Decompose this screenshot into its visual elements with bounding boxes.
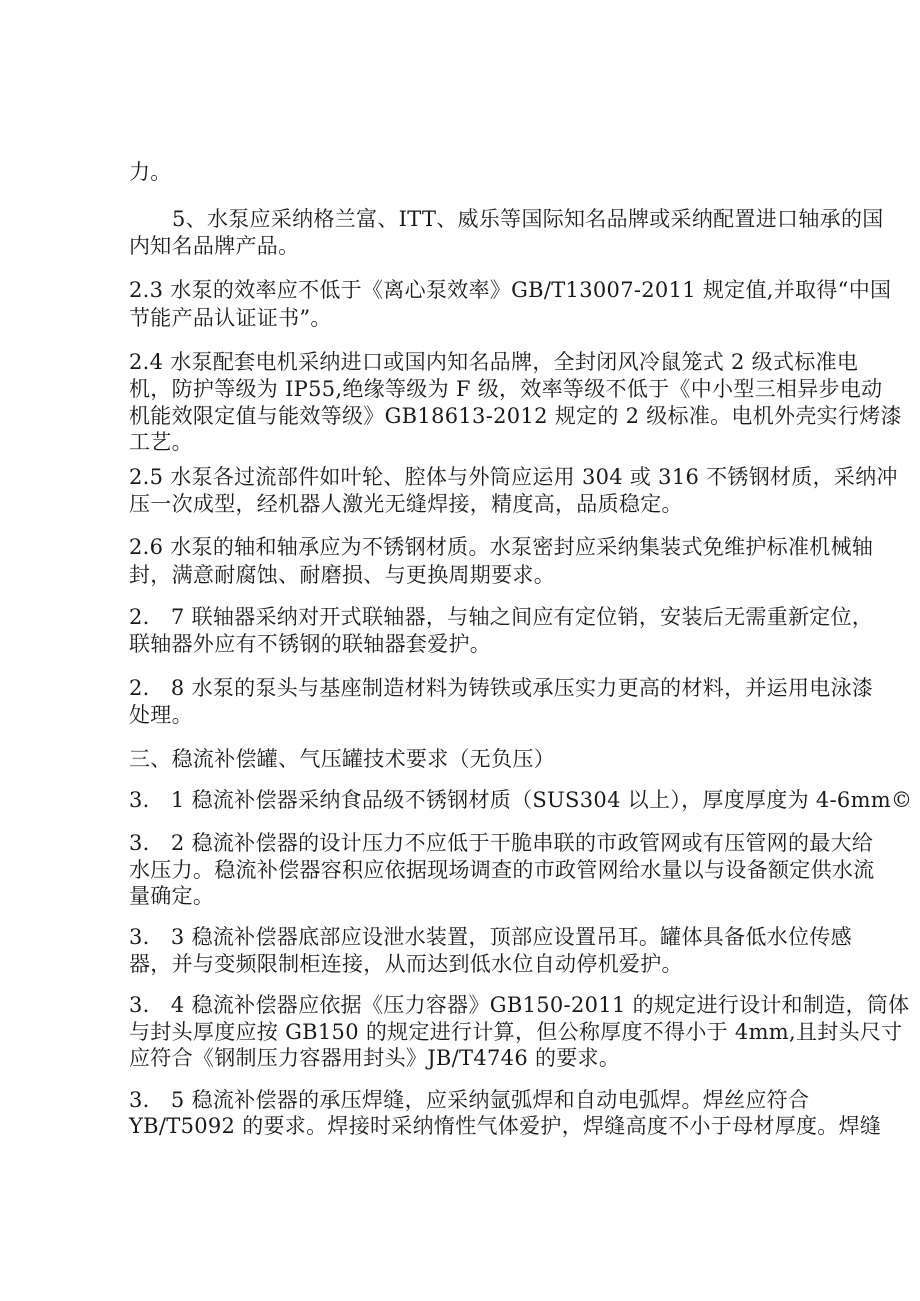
text-line: 3. 5 稳流补偿器的承压焊缝，应采纳氩弧焊和自动电弧焊。焊丝应符合 xyxy=(129,1088,810,1112)
text-line: 3. 2 稳流补偿器的设计压力不应低于干脆串联的市政管网或有压管网的最大给 xyxy=(129,831,874,855)
text-line: 2. 8 水泵的泵头与基座制造材料为铸铁或承压实力更高的材料，并运用电泳漆 xyxy=(129,676,874,700)
text-line: 2. 7 联轴器采纳对开式联轴器，与轴之间应有定位销，安装后无需重新定位， xyxy=(129,605,874,629)
text-line: 机能效限定值与能效等级》GB18613-2012 规定的 2 级标准。电机外壳实行烤漆 xyxy=(129,404,902,428)
text-line: 应符合《钢制压力容器用封头》JB/T4746 的要求。 xyxy=(129,1046,621,1070)
text-line: 2.5 水泵各过流部件如叶轮、腔体与外筒应运用 304 或 316 不锈钢材质，采纳冲 xyxy=(129,465,898,489)
text-line: 机，防护等级为 IP55,绝缘等级为 F 级，效率等级不低于《中小型三相异步电动 xyxy=(129,377,883,401)
text-line: 3. 1 稳流补偿器采纳食品级不锈钢材质（SUS304 以上），厚度厚度为 4-6mm© xyxy=(129,788,913,812)
text-line: 处理。 xyxy=(129,703,193,727)
text-line: 量确定。 xyxy=(129,884,215,908)
text-line: 力。 xyxy=(129,160,172,184)
text-line: 与封头厚度应按 GB150 的规定进行计算，但公称厚度不得小于 4mm,且封头尺寸 xyxy=(129,1020,903,1044)
text-line: 水压力。稳流补偿器容积应依据现场调查的市政管网给水量以与设备额定供水流 xyxy=(129,858,875,882)
text-line: 工艺。 xyxy=(129,430,193,454)
text-line: 器，并与变频限制柜连接，从而达到低水位自动停机爱护。 xyxy=(129,952,683,976)
text-line: 节能产品认证证书”。 xyxy=(129,306,332,330)
text-line: 内知名品牌产品。 xyxy=(129,234,300,258)
text-line: 联轴器外应有不锈钢的联轴器套爱护。 xyxy=(129,632,492,656)
text-line: 3. 3 稳流补偿器底部应设泄水装置，顶部应设置吊耳。罐体具备低水位传感 xyxy=(129,925,852,949)
text-line: 2.3 水泵的效率应不低于《离心泵效率》GB/T13007-2011 规定值,并取得“中国 xyxy=(129,278,892,302)
text-line: 三、稳流补偿罐、气压罐技术要求（无负压） xyxy=(129,747,555,771)
text-line: 2.4 水泵配套电机采纳进口或国内知名品牌，全封闭风冷鼠笼式 2 级式标准电 xyxy=(129,350,859,374)
text-line: 封，满意耐腐蚀、耐磨损、与更换周期要求。 xyxy=(129,563,555,587)
text-line: 压一次成型，经机器人激光无缝焊接，精度高，品质稳定。 xyxy=(129,492,683,516)
text-line: YB/T5092 的要求。焊接时采纳惰性气体爱护，焊缝高度不小于母材厚度。焊缝 xyxy=(129,1114,882,1138)
text-line: 2.6 水泵的轴和轴承应为不锈钢材质。水泵密封应采纳集装式免维护标准机械轴 xyxy=(129,535,874,559)
text-line: 5、水泵应采纳格兰富、ITT、威乐等国际知名品牌或采纳配置进口轴承的国 xyxy=(172,207,884,231)
text-line: 3. 4 稳流补偿器应依据《压力容器》GB150-2011 的规定进行设计和制造，筒体 xyxy=(129,993,910,1017)
